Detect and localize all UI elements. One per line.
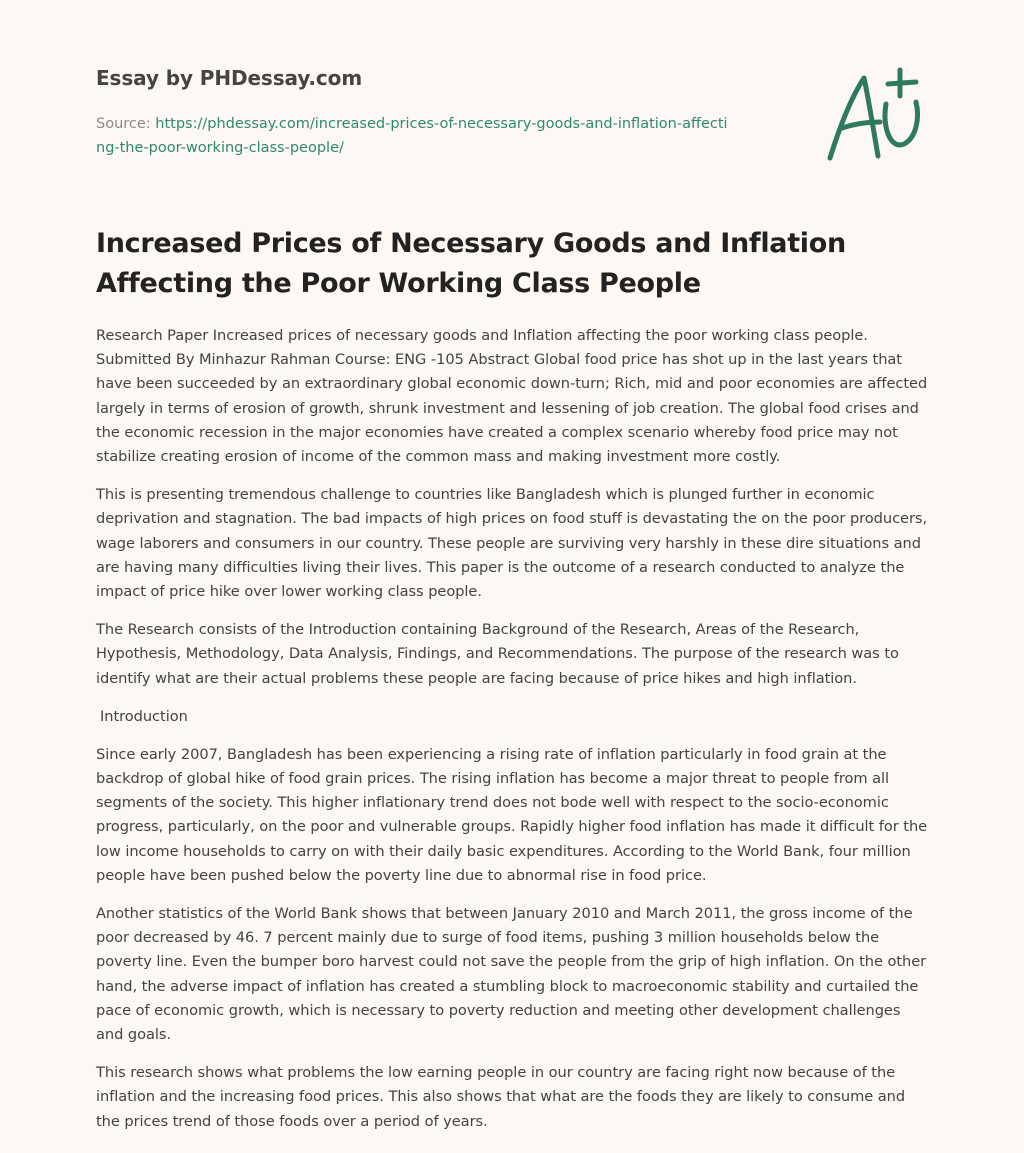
source-label: Source:	[96, 116, 151, 132]
section-heading: Introduction	[100, 707, 188, 725]
paragraph: The Research consists of the Introduction containing Background of the Research, Areas of the Research, Hypothesis, Methodology, Data Analysis, Findings, and Recommendations. The purpose of the research was to identify what are their actual problems these people are facing because of price hikes and high inflation.	[96, 621, 899, 687]
a-plus-logo-icon	[820, 66, 930, 166]
source-line	[96, 112, 736, 160]
paragraph: Another statistics of the World Bank shows that between January 2010 and March 2011, the gross income of the poor decreased by 46. 7 percent mainly due to surge of food items, pushing 3 million households below the poverty line. Even the bumper boro harvest could not save the people from the grip of high inflation. On the other hand, the adverse impact of inflation has created a stumbling block to macroeconomic stability and curtailed the pace of economic growth, which is necessary to poverty reduction and meeting other development challenges and goals.	[96, 905, 927, 1044]
essay-body	[96, 324, 928, 1148]
paragraph: Since early 2007, Bangladesh has been experiencing a rising rate of inflation particularly in food grain at the backdrop of global hike of food grain prices. The rising inflation has become a major threat to people from all segments of the society. This higher inflationary trend does not bode well with respect to the socio-economic progress, particularly, on the poor and vulnerable groups. Rapidly higher food inflation has made it difficult for the low income households to carry on with their daily basic expenditures. According to the World Bank, four million people have been pushed below the poverty line due to abnormal rise in food price.	[96, 745, 928, 884]
essay-title: Increased Prices of Necessary Goods and Inflation Affecting the Poor Working Class People	[96, 228, 846, 299]
source-link[interactable]: https://phdessay.com/increased-prices-of-necessary-goods-and-inflation-affecting-the-poor-working-class-people/	[96, 116, 728, 156]
paragraph: This research shows what problems the low earning people in our country are facing right now because of the inflation and the increasing food prices. This also shows that what are the foods they are likely to consume and the prices trend of those foods over a period of years.	[96, 1064, 906, 1130]
paragraph: Research Paper Increased prices of necessary goods and Inflation affecting the poor working class people. Submitted By Minhazur Rahman Course: ENG -105 Abstract Global food price has shot up in the last years that have been succeeded by an extraordinary global economic down-turn; Rich, mid and poor economies are affected largely in terms of erosion of growth, shrunk investment and lessening of job creation. The global food crises and the economic recession in the major economies have created a complex scenario whereby food price may not stabilize creating erosion of income of the common mass and making investment more costly.	[96, 327, 928, 466]
paragraph: This is presenting tremendous challenge to countries like Bangladesh which is plunged further in economic deprivation and stagnation. The bad impacts of high prices on food stuff is devastating the on the poor producers, wage laborers and consumers in our country. These people are surviving very harshly in these dire situations and are having many difficulties living their lives. This paper is the outcome of a research conducted to analyze the impact of price hike over lower working class people.	[96, 486, 928, 601]
site-title: Essay by PHDessay.com	[96, 66, 363, 90]
